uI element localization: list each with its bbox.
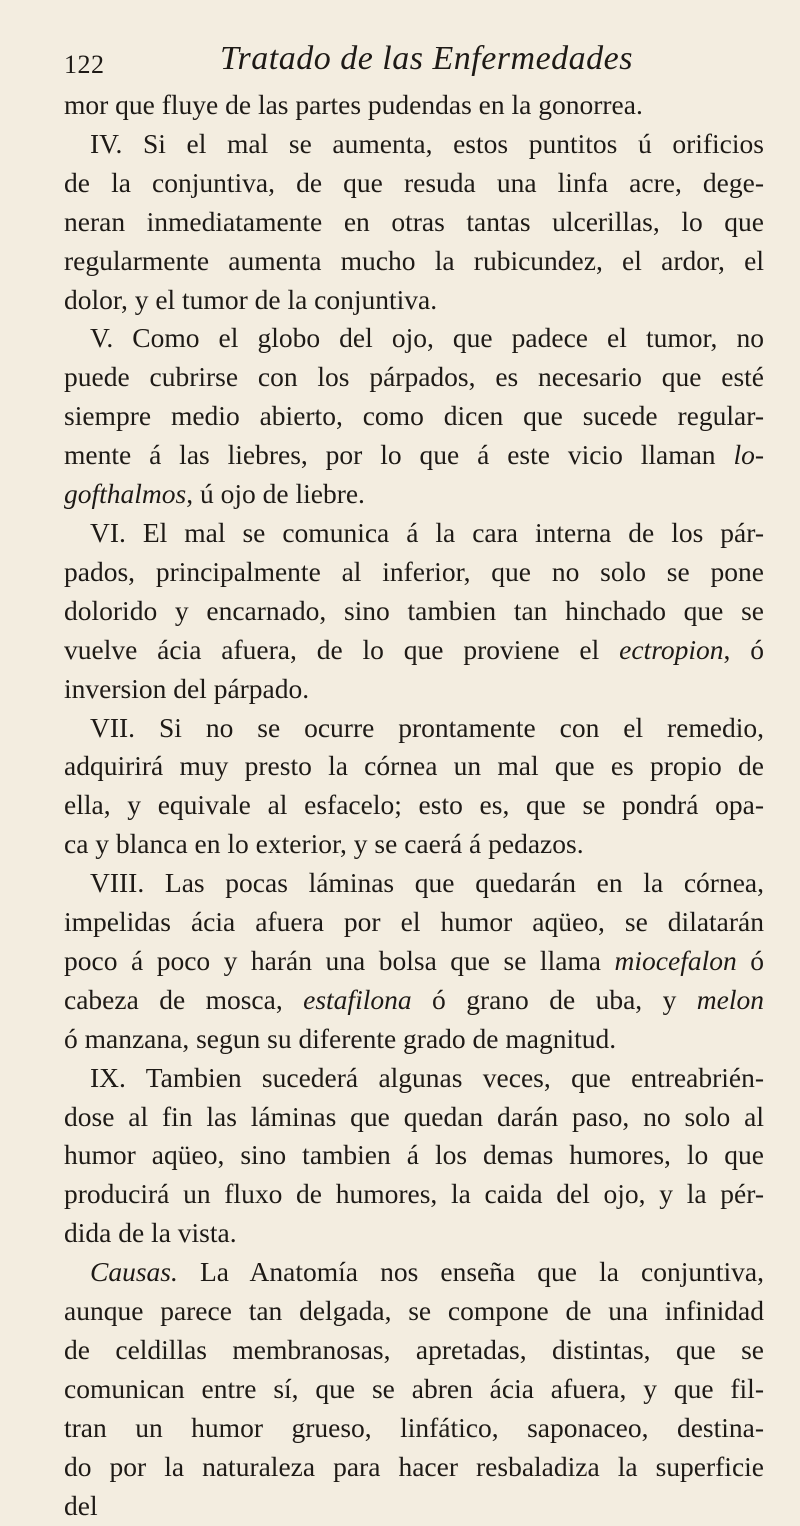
page-header [0,22,800,82]
text-line: mente á las liebres, por lo que á este vicio llaman lo- [64,439,764,471]
text-line: do por la naturaleza para hacer resbaladiza la superficie [64,1450,764,1482]
body-text [64,86,764,1526]
text-line: poco á poco y harán una bolsa que se llama miocefalon ó [64,944,764,976]
text-line: dose al fin las láminas que quedan darán paso, no solo al [64,1100,764,1132]
text-line: cabeza de mosca, estafilona ó grano de uba, y melon [64,983,764,1015]
text-line: puede cubrirse con los párpados, es necesario que esté [64,361,764,393]
text-line: pados, principalmente al inferior, que no solo se pone [64,555,764,587]
text-line: producirá un fluxo de humores, la caida del ojo, y la pér- [64,1178,764,1210]
text-line: tran un humor grueso, linfático, saponaceo, destina- [64,1411,764,1443]
text-line: siempre medio abierto, como dicen que sucede regular- [64,400,764,432]
text-line: VII. Si no se ocurre prontamente con el remedio, [90,711,764,743]
text-line: dida de la vista. [64,1217,237,1249]
text-line: mor que fluye de las partes pudendas en la gonorrea. [64,89,643,120]
text-line: ella, y equivale al esfacelo; esto es, que se pondrá opa- [64,789,764,821]
text-line: impelidas ácia afuera por el humor aqüeo, se dilatarán [64,906,764,938]
text-line: adquirirá muy presto la córnea un mal que es propio de [64,750,764,782]
text-line: vuelve ácia afuera, de lo que proviene el ectropion, ó [64,633,764,665]
text-line: ca y blanca en lo exterior, y se caerá á pedazos. [64,828,584,860]
text-line: neran inmediatamente en otras tantas ulcerillas, lo que [64,205,764,237]
text-line: inversion del párpado. [64,672,310,704]
text-line: IX. Tambien sucederá algunas veces, que entreabrién- [90,1061,764,1093]
text-line: dolorido y encarnado, sino tambien tan hinchado que se [64,594,764,626]
text-line: VI. El mal se comunica á la cara interna de los pár- [90,516,764,548]
text-line: VIII. Las pocas láminas que quedarán en la córnea, [90,867,764,899]
text-line: V. Como el globo del ojo, que padece el tumor, no [90,322,764,354]
text-line: dolor, y el tumor de la conjuntiva. [64,283,438,315]
text-line: aunque parece tan delgada, se compone de una infinidad [64,1295,764,1327]
text-line: regularmente aumenta mucho la rubicundez, el ardor, el [64,244,764,276]
text-line: humor aqüeo, sino tambien á los demas humores, lo que [64,1139,764,1171]
text-line: de la conjuntiva, de que resuda una linfa acre, dege- [64,166,764,198]
text-line: comunican entre sí, que se abren ácia afuera, y que fil- [64,1372,764,1404]
text-line: del [64,1489,98,1521]
page-number: 122 [64,50,105,79]
text-line: ó manzana, segun su diferente grado de magnitud. [64,1022,617,1054]
text-line: Causas. La Anatomía nos enseña que la conjuntiva, [90,1256,764,1288]
text-line: de celdillas membranosas, apretadas, distintas, que se [64,1334,764,1365]
running-head: Tratado de las Enfermedades [220,40,633,77]
text-line: IV. Si el mal se aumenta, estos puntitos ú orificios [90,127,764,159]
text-line: gofthalmos, ú ojo de liebre. [64,478,365,510]
